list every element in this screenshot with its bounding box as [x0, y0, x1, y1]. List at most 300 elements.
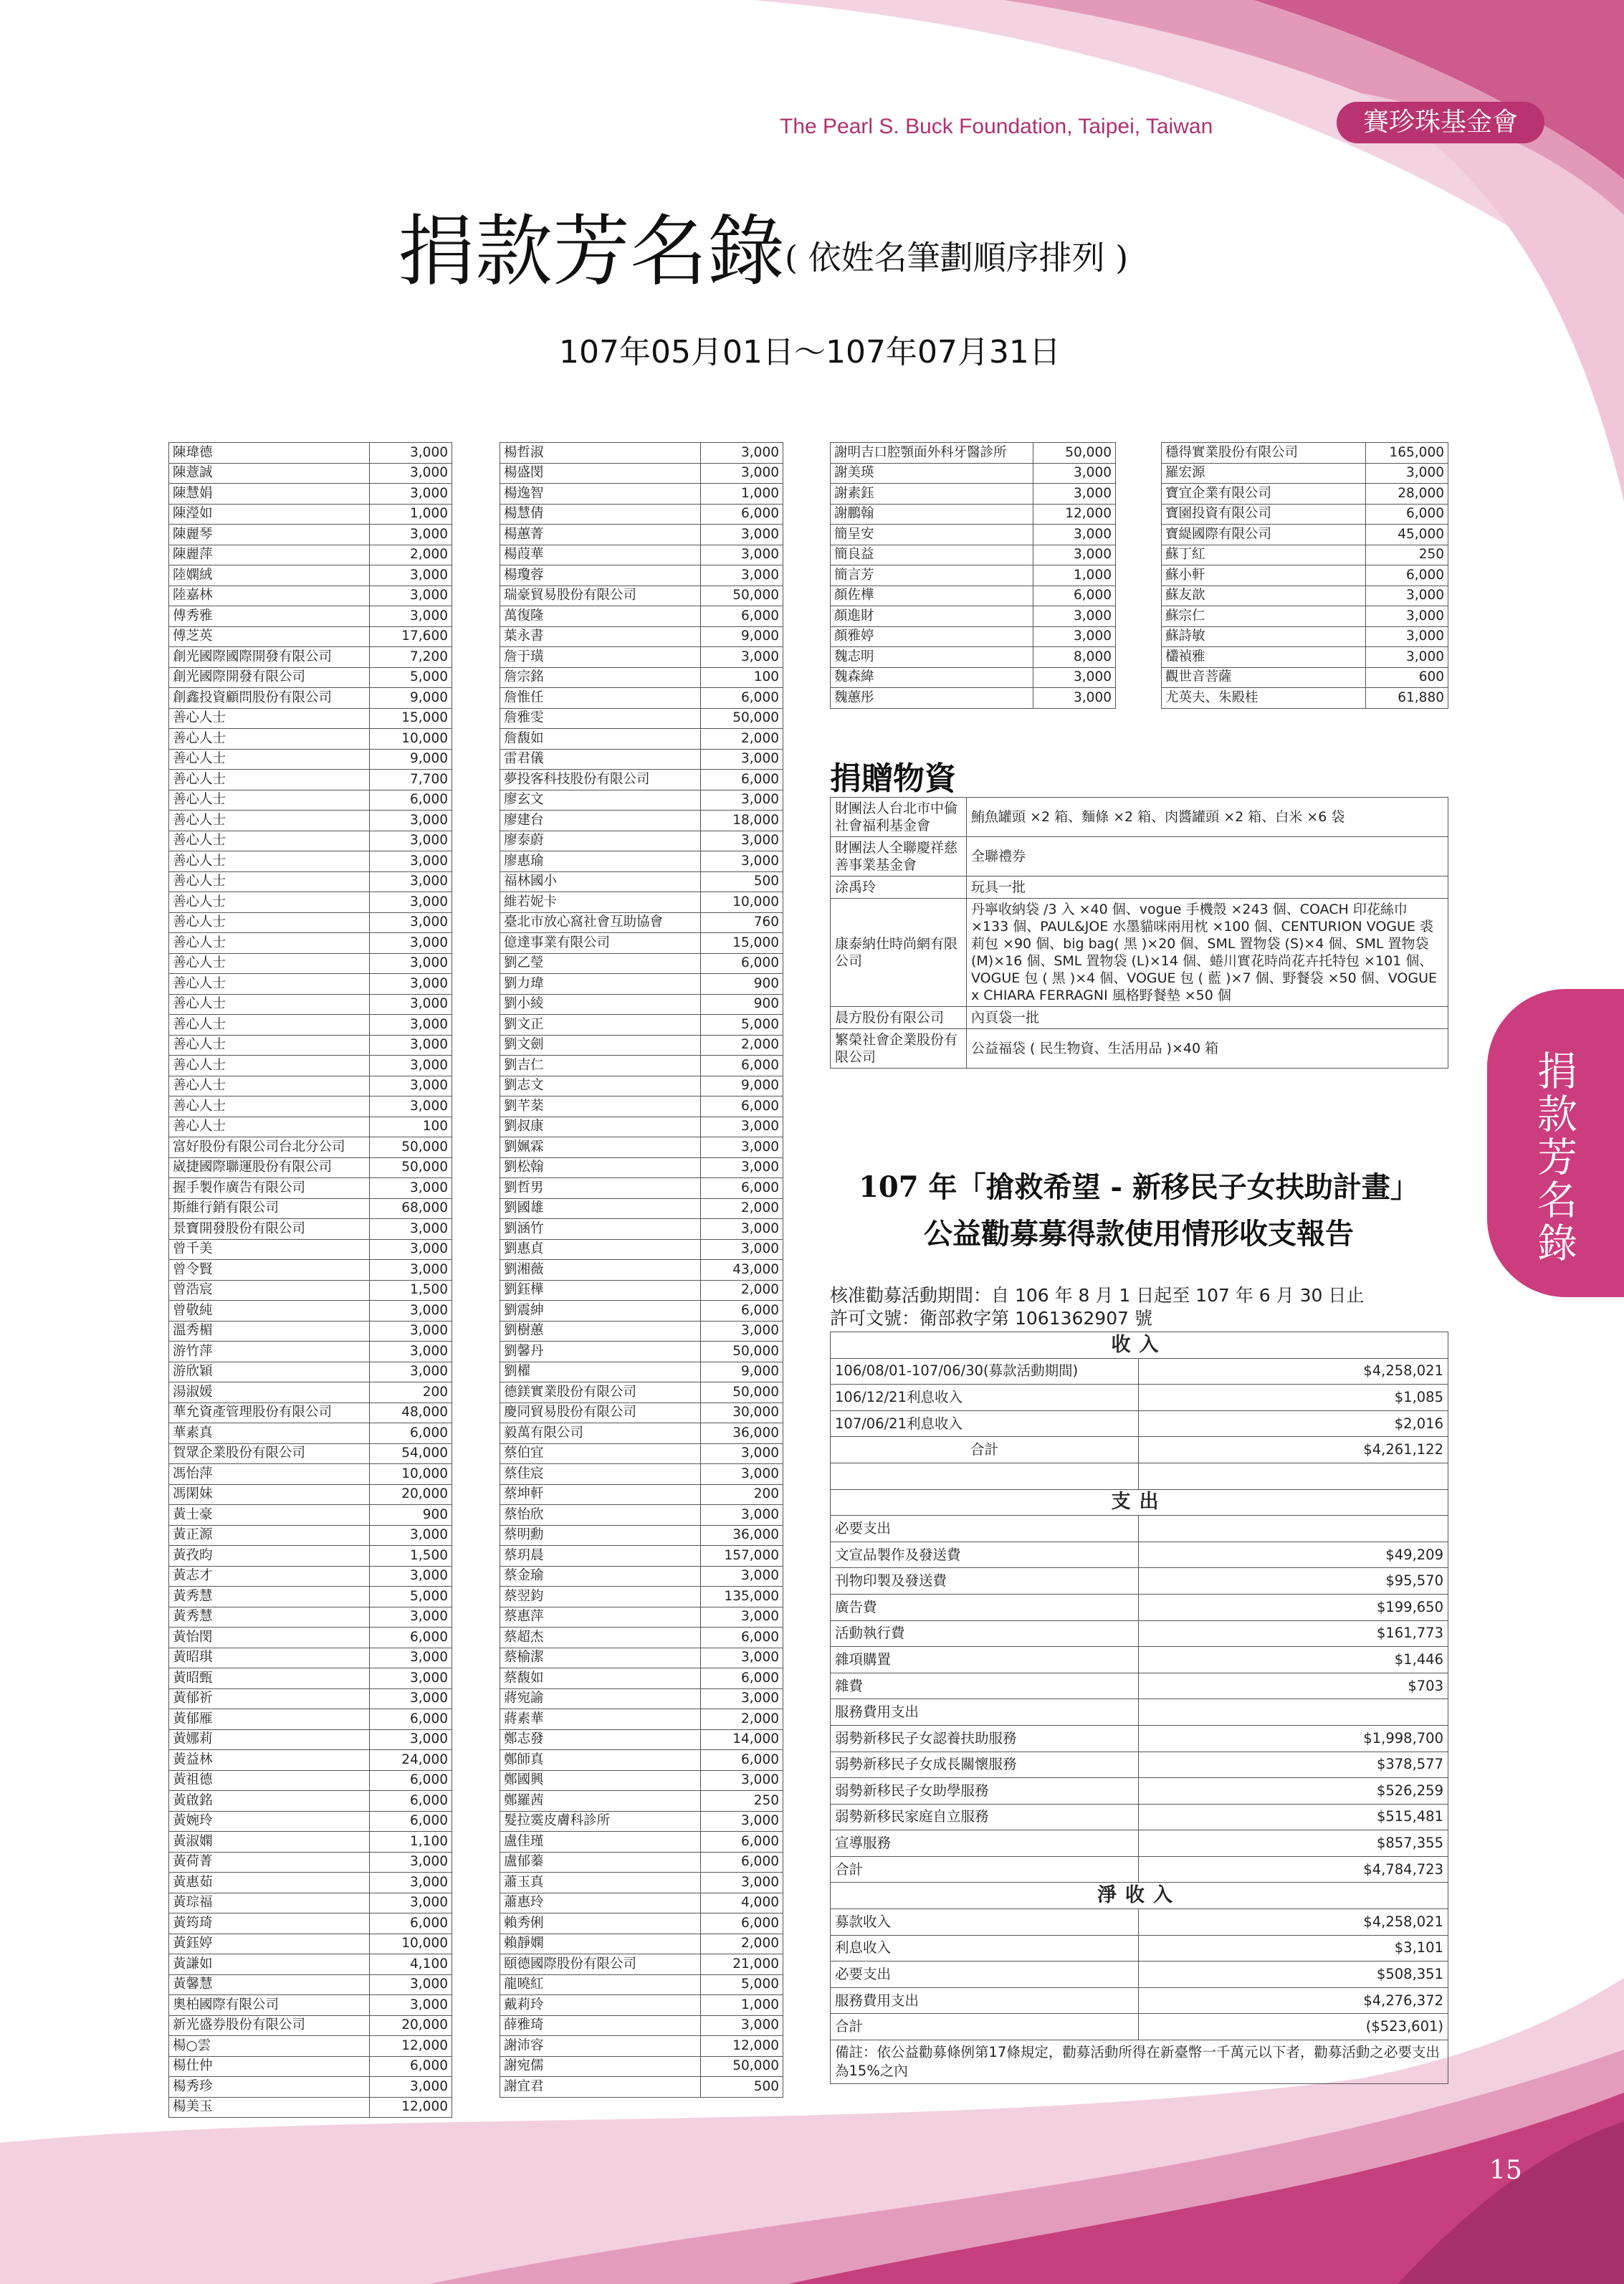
table-row [500, 1015, 783, 1036]
donor-name: 劉芊棻 [500, 1096, 701, 1117]
table-row [500, 606, 783, 627]
table-row [169, 463, 452, 484]
table-row [500, 1403, 783, 1423]
table-row [169, 811, 452, 831]
table-row [500, 912, 783, 933]
donor-name: 黃惠茹 [169, 1873, 370, 1893]
donor-name: 劉叔康 [500, 1117, 701, 1137]
donor-name: 蔡坤軒 [500, 1484, 701, 1505]
report-amount: $857,355 [1139, 1830, 1448, 1857]
table-row [500, 443, 783, 464]
donor-name: 游竹萍 [169, 1342, 370, 1362]
donor-name: 善心人士 [169, 1015, 370, 1036]
table-row [169, 1096, 452, 1117]
donor-name: 黃孜昀 [169, 1546, 370, 1567]
donor-amount: 15,000 [370, 708, 452, 729]
donor-amount: 28,000 [1366, 484, 1448, 505]
table-row [169, 1566, 452, 1587]
table-row [169, 1464, 452, 1485]
report-item: 106/12/21利息收入 [831, 1385, 1139, 1411]
donor-name: 謝沛容 [500, 2036, 701, 2057]
table-row [169, 1587, 452, 1607]
donor-amount: 3,000 [370, 525, 452, 545]
table-row [831, 1620, 1448, 1647]
table-row [500, 1443, 783, 1464]
table-row [500, 974, 783, 995]
donor-name: 楊秀珍 [169, 2077, 370, 2098]
report-amount: $515,481 [1139, 1804, 1448, 1830]
donor-name: 蔡金瑜 [500, 1566, 701, 1587]
table-row [1162, 606, 1448, 627]
donor-name: 蔡怡欣 [500, 1505, 701, 1526]
donor-name: 陳麗琴 [169, 525, 370, 545]
donor-name: 顏佐樺 [831, 586, 1033, 606]
donor-amount: 3,000 [370, 1873, 452, 1893]
table-row [169, 443, 452, 464]
donor-name: 夢投客科技股份有限公司 [500, 770, 701, 790]
table-row [500, 1219, 783, 1240]
donor-amount: 9,000 [701, 1362, 783, 1382]
donor-amount: 6,000 [701, 1750, 783, 1771]
donor-name: 詹惟任 [500, 688, 701, 709]
page-title [398, 209, 1128, 301]
donor-amount: 3,000 [370, 1362, 452, 1382]
donor-amount: 3,000 [370, 1893, 452, 1913]
report-empty [1139, 1516, 1448, 1542]
donor-amount: 7,700 [370, 770, 452, 790]
table-row [1162, 667, 1448, 688]
donor-name: 斯維行銷有限公司 [169, 1198, 370, 1219]
donor-amount: 3,000 [370, 811, 452, 831]
table-row [169, 1035, 452, 1056]
donor-amount: 900 [370, 1505, 452, 1526]
donor-name: 劉松翰 [500, 1157, 701, 1178]
donor-amount: 30,000 [701, 1403, 783, 1423]
donor-name: 蔡伯宜 [500, 1443, 701, 1464]
table-row [500, 2056, 783, 2077]
donor-name: 薛雅琦 [500, 2015, 701, 2036]
donor-name: 善心人士 [169, 974, 370, 995]
donor-name: 黃筠琦 [169, 1913, 370, 1934]
report-item: 廣告費 [831, 1594, 1139, 1620]
table-row [831, 586, 1116, 606]
donor-name: 楊蕙菁 [500, 525, 701, 545]
org-name-english: The Pearl S. Buck Foundation, Taipei, Taiwan [780, 115, 1213, 138]
donor-name: 廖玄文 [500, 790, 701, 811]
donor-amount: 4,000 [701, 1893, 783, 1913]
donor-name: 蘇宗仁 [1162, 606, 1366, 627]
donor-name: 蔡佳宸 [500, 1464, 701, 1485]
donor-name: 劉湘薇 [500, 1260, 701, 1281]
donor-name: 尤英夫、朱殿桂 [1162, 688, 1366, 709]
donor-amount: 8,000 [1033, 647, 1116, 668]
donor-amount: 3,000 [701, 1157, 783, 1178]
table-row [500, 463, 783, 484]
table-row [500, 1852, 783, 1873]
table-row [831, 837, 1448, 876]
donor-amount: 3,000 [701, 1137, 783, 1158]
donor-amount: 3,000 [701, 1443, 783, 1464]
donor-name: 黃士豪 [169, 1505, 370, 1526]
table-row [831, 1752, 1448, 1778]
donor-name: 湯淑媛 [169, 1382, 370, 1403]
donor-amount: 3,000 [370, 1607, 452, 1628]
report-amount: $508,351 [1139, 1962, 1448, 1988]
donor-name: 黃祖德 [169, 1770, 370, 1791]
report-amount: $4,258,021 [1139, 1358, 1448, 1385]
donor-amount: 3,000 [370, 871, 452, 892]
table-row [169, 1056, 452, 1076]
donor-amount: 3,000 [701, 2015, 783, 2036]
donor-amount: 3,000 [370, 1301, 452, 1322]
donor-amount: 1,000 [370, 504, 452, 525]
report-amount: ($523,601) [1139, 2014, 1448, 2040]
table-row [500, 688, 783, 709]
table-row [169, 1219, 452, 1240]
table-row [500, 1423, 783, 1444]
report-item: 活動執行費 [831, 1620, 1139, 1647]
table-row [169, 1525, 452, 1546]
donor-amount: 3,000 [370, 1729, 452, 1750]
report-item: 弱勢新移民子女助學服務 [831, 1778, 1139, 1805]
donor-amount: 3,000 [370, 1096, 452, 1117]
donor-name: 傅芝英 [169, 626, 370, 647]
table-row [831, 1883, 1448, 1909]
donor-name: 善心人士 [169, 1096, 370, 1117]
donor-amount: 3,000 [701, 1770, 783, 1791]
table-row [500, 708, 783, 729]
table-row [500, 545, 783, 565]
report-item: 弱勢新移民子女認養扶助服務 [831, 1725, 1139, 1752]
donor-name: 溫秀楣 [169, 1321, 370, 1342]
table-row [831, 899, 1448, 1007]
donor-amount: 3,000 [1033, 484, 1116, 505]
donor-amount: 6,000 [1033, 586, 1116, 606]
donor-amount: 50,000 [370, 1137, 452, 1158]
donor-amount: 54,000 [370, 1443, 452, 1464]
donor-name: 謝宜君 [500, 2077, 701, 2098]
donor-name: 蘇丁紅 [1162, 545, 1366, 565]
table-row [169, 1157, 452, 1178]
donor-amount: 3,000 [701, 1117, 783, 1137]
donor-amount: 50,000 [701, 586, 783, 606]
donor-amount: 900 [701, 974, 783, 995]
table-row [169, 994, 452, 1015]
report-amount: $95,570 [1139, 1568, 1448, 1595]
donor-amount: 12,000 [701, 2036, 783, 2057]
report-subheading: 必要支出 [831, 1516, 1139, 1542]
donor-amount: 6,000 [701, 770, 783, 790]
donor-name: 欉禎雅 [1162, 647, 1366, 668]
table-row [169, 871, 452, 892]
table-row [500, 1913, 783, 1934]
donor-amount: 3,000 [370, 1342, 452, 1362]
table-row [831, 647, 1116, 668]
report-title-line1: 107 年「搶救希望 - 新移民子女扶助計畫」 [859, 1170, 1419, 1204]
table-row [500, 1934, 783, 1954]
donor-amount: 12,000 [370, 2097, 452, 2118]
donor-name: 黃淑嫻 [169, 1832, 370, 1853]
donor-name: 善心人士 [169, 953, 370, 974]
table-row [1162, 688, 1448, 709]
table-row [500, 1198, 783, 1219]
donor-amount: 3,000 [370, 1219, 452, 1240]
donor-name: 魏蕙彤 [831, 688, 1033, 709]
table-row [169, 1648, 452, 1668]
donor-name: 景寶開發股份有限公司 [169, 1219, 370, 1240]
donor-amount: 135,000 [701, 1587, 783, 1607]
table-row [831, 606, 1116, 627]
table-row [500, 1974, 783, 1995]
table-row [169, 504, 452, 525]
donor-amount: 9,000 [701, 1076, 783, 1096]
table-row [169, 606, 452, 627]
donor-amount: 3,000 [370, 443, 452, 464]
table-row [500, 1791, 783, 1812]
donor-amount: 3,000 [370, 912, 452, 933]
table-row [500, 1505, 783, 1526]
table-row [500, 1954, 783, 1975]
donor-name: 劉鈺樺 [500, 1280, 701, 1301]
table-row [169, 1015, 452, 1036]
donor-amount: 6,000 [701, 1301, 783, 1322]
donor-name: 鄭羅茜 [500, 1791, 701, 1812]
table-row [169, 2097, 452, 2118]
table-row [831, 1804, 1448, 1830]
donor-name: 善心人士 [169, 811, 370, 831]
table-row [169, 1137, 452, 1158]
donor-name: 謝明吉口腔顎面外科牙醫診所 [831, 443, 1033, 464]
donor-name: 蔡明勳 [500, 1525, 701, 1546]
table-row [1162, 525, 1448, 545]
donor-amount: 3,000 [701, 1688, 783, 1709]
table-row [500, 994, 783, 1015]
donor-amount: 760 [701, 912, 783, 933]
table-row [831, 798, 1448, 837]
donor-name: 馮怡萍 [169, 1464, 370, 1485]
report-amount: $4,784,723 [1139, 1856, 1448, 1883]
table-row [169, 1628, 452, 1648]
table-row [500, 1484, 783, 1505]
table-row [831, 2040, 1448, 2084]
donor-name: 黃荷菁 [169, 1852, 370, 1873]
donor-amount: 6,000 [701, 1056, 783, 1076]
donor-name: 劉乙瑩 [500, 953, 701, 974]
table-row [169, 1913, 452, 1934]
table-row [169, 1668, 452, 1689]
table-row [500, 1668, 783, 1689]
donor-amount: 250 [1366, 545, 1448, 565]
donor-amount: 3,000 [1033, 667, 1116, 688]
table-row [500, 1770, 783, 1791]
donor-name: 盧郁蓁 [500, 1852, 701, 1873]
donor-name: 詹馥如 [500, 729, 701, 750]
donor-amount: 3,000 [370, 1525, 452, 1546]
title-main: 捐款芳名錄 [398, 207, 785, 297]
donor-name: 顏進財 [831, 606, 1033, 627]
donor-amount: 3,000 [1033, 606, 1116, 627]
table-row [831, 1725, 1448, 1752]
donor-table-2 [500, 442, 783, 2098]
donor-name: 魏森緯 [831, 667, 1033, 688]
donor-amount: 3,000 [1033, 545, 1116, 565]
donor-name: 觀世音菩薩 [1162, 667, 1366, 688]
donor-name: 蘇小軒 [1162, 565, 1366, 586]
table-row [169, 1198, 452, 1219]
donor-amount: 3,000 [370, 831, 452, 851]
donor-name: 黃謙如 [169, 1954, 370, 1975]
report-total-label: 合計 [831, 1437, 1139, 1463]
report-title-line2: 公益勸募募得款使用情形收支報告 [924, 1217, 1354, 1251]
donor-name: 傅秀雅 [169, 606, 370, 627]
donor-amount: 3,000 [370, 1056, 452, 1076]
donor-amount: 6,000 [701, 1178, 783, 1199]
donor-name: 劉志文 [500, 1076, 701, 1096]
table-row [169, 1239, 452, 1260]
table-row [169, 1893, 452, 1913]
donor-amount: 3,000 [701, 790, 783, 811]
donor-amount: 3,000 [701, 831, 783, 851]
table-row [500, 1464, 783, 1485]
donor-name: 葉永書 [500, 626, 701, 647]
donor-name: 善心人士 [169, 831, 370, 851]
donor-name: 蔡翌鈞 [500, 1587, 701, 1607]
donor-name: 善心人士 [169, 851, 370, 872]
table-row [500, 1342, 783, 1362]
donor-table-3 [830, 442, 1116, 709]
table-row [500, 1035, 783, 1056]
donor-amount: 36,000 [701, 1423, 783, 1444]
table-row [1162, 626, 1448, 647]
report-section-heading: 收入 [831, 1332, 1448, 1359]
table-row [500, 1587, 783, 1607]
table-row [500, 1873, 783, 1893]
donor-amount: 14,000 [701, 1729, 783, 1750]
goods-items: 內頁袋一批 [967, 1007, 1448, 1029]
donor-name: 謝美瑛 [831, 463, 1033, 484]
report-amount: $49,209 [1139, 1542, 1448, 1568]
donor-name: 劉櫂 [500, 1362, 701, 1382]
donor-amount: 3,000 [370, 953, 452, 974]
donor-amount: 50,000 [701, 708, 783, 729]
donor-name: 黃昭琪 [169, 1648, 370, 1668]
donor-amount: 6,000 [701, 953, 783, 974]
donor-amount: 3,000 [370, 974, 452, 995]
table-row [169, 1178, 452, 1199]
donor-name: 蔡超杰 [500, 1628, 701, 1648]
donor-amount: 157,000 [701, 1546, 783, 1567]
donor-amount: 3,000 [370, 2077, 452, 2098]
donor-name: 劉吉仁 [500, 1056, 701, 1076]
table-row [831, 1029, 1448, 1069]
table-row [169, 1852, 452, 1873]
table-row [169, 1260, 452, 1281]
donor-amount: 6,000 [370, 1628, 452, 1648]
table-row [500, 892, 783, 913]
donor-name: 陳慧娟 [169, 484, 370, 505]
donor-name: 劉小綾 [500, 994, 701, 1015]
report-item: 雜費 [831, 1673, 1139, 1699]
donor-name: 劉馨丹 [500, 1342, 701, 1362]
table-row [831, 1463, 1448, 1489]
donor-name: 奧柏國際有限公司 [169, 1995, 370, 2016]
table-row [500, 1811, 783, 1832]
goods-items: 全聯禮券 [967, 837, 1448, 876]
donor-name: 劉文劍 [500, 1035, 701, 1056]
table-row [831, 484, 1116, 505]
donor-name: 新光盛券股份有限公司 [169, 2015, 370, 2036]
table-row [169, 851, 452, 872]
donor-name: 廖惠瑜 [500, 851, 701, 872]
report-item: 必要支出 [831, 1962, 1139, 1988]
donor-name: 楊盛閔 [500, 463, 701, 484]
report-item: 服務費用支出 [831, 1987, 1139, 2014]
table-row [500, 1995, 783, 2016]
table-row [500, 1566, 783, 1587]
donor-amount: 3,000 [370, 851, 452, 872]
report-amount: $4,258,021 [1139, 1909, 1448, 1936]
table-row [169, 892, 452, 913]
table-row [500, 1178, 783, 1199]
donor-amount: 3,000 [1366, 586, 1448, 606]
donor-amount: 10,000 [370, 1934, 452, 1954]
donor-name: 陸嘉林 [169, 586, 370, 606]
donor-name: 善心人士 [169, 1056, 370, 1076]
donor-amount: 2,000 [701, 1198, 783, 1219]
donor-amount: 9,000 [370, 749, 452, 770]
donor-name: 劉姵霖 [500, 1137, 701, 1158]
goods-donor: 繁榮社會企業股份有限公司 [831, 1029, 967, 1069]
table-row [500, 1546, 783, 1567]
table-row [500, 504, 783, 525]
table-row [831, 667, 1116, 688]
report-amount: $1,085 [1139, 1385, 1448, 1411]
donor-amount: 10,000 [370, 729, 452, 750]
donor-name: 楊美玉 [169, 2097, 370, 2118]
donor-name: 黃正源 [169, 1525, 370, 1546]
table-row [169, 708, 452, 729]
table-row [500, 831, 783, 851]
table-row [1162, 647, 1448, 668]
donor-name: 魏志明 [831, 647, 1033, 668]
page-number: 15 [1489, 2156, 1522, 2185]
table-row [500, 484, 783, 505]
table-row [831, 1516, 1448, 1542]
table-row [500, 626, 783, 647]
table-row [169, 586, 452, 606]
donor-amount: 3,000 [370, 1015, 452, 1036]
table-row [169, 1709, 452, 1730]
donor-amount: 6,000 [701, 1852, 783, 1873]
donor-amount: 5,000 [701, 1015, 783, 1036]
table-row [169, 974, 452, 995]
donor-name: 游欣穎 [169, 1362, 370, 1382]
donor-amount: 500 [701, 2077, 783, 2098]
goods-donor: 財團法人台北市中倫社會福利基金會 [831, 798, 967, 837]
donor-amount: 9,000 [701, 626, 783, 647]
report-item: 107/06/21利息收入 [831, 1410, 1139, 1437]
donor-name: 陸嫻絨 [169, 565, 370, 586]
donor-amount: 1,500 [370, 1546, 452, 1567]
table-row [169, 790, 452, 811]
donor-name: 劉涵竹 [500, 1219, 701, 1240]
donor-amount: 3,000 [701, 749, 783, 770]
table-row [831, 1410, 1448, 1437]
report-amount: $703 [1139, 1673, 1448, 1699]
donor-amount: 3,000 [370, 1974, 452, 1995]
donor-amount: 36,000 [701, 1525, 783, 1546]
table-row [500, 525, 783, 545]
